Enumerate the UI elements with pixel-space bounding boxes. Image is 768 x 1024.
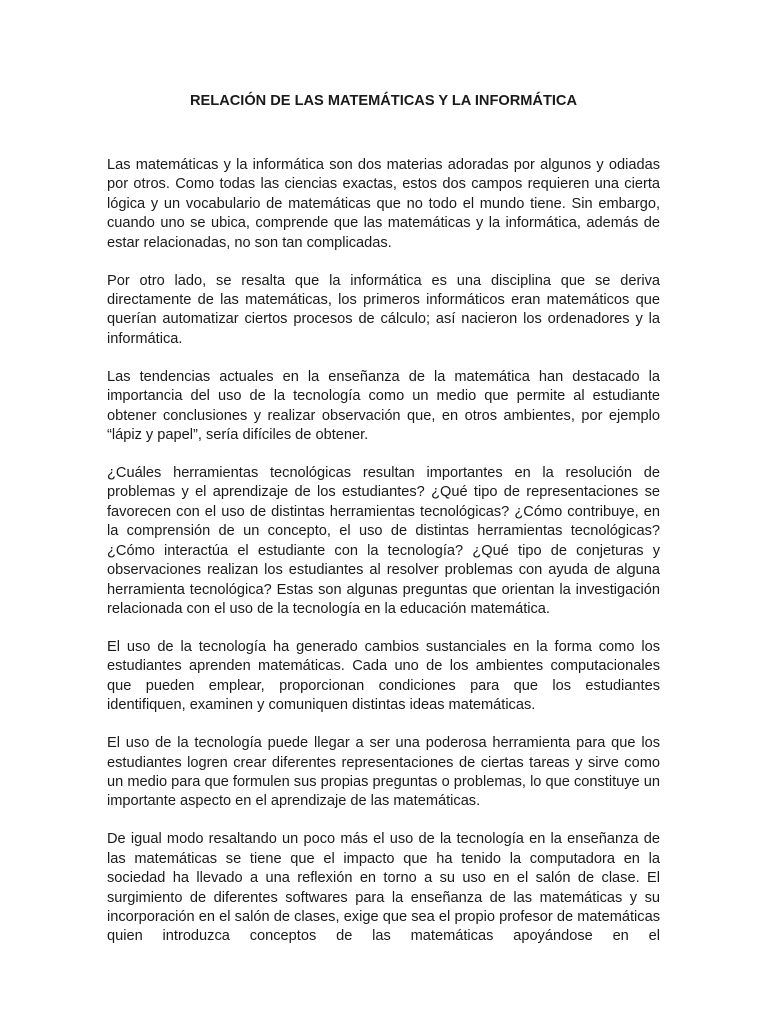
document-title: RELACIÓN DE LAS MATEMÁTICAS Y LA INFORMÁTICA: [190, 93, 577, 109]
paragraph-4: ¿Cuáles herramientas tecnológicas resultan importantes en la resolución de problemas y el aprendizaje de los estudiantes? ¿Qué tipo de representaciones se favorecen con el uso de distintas herramientas tecnológicas? ¿Cómo contribuye, en la comprensión de un concepto, el uso de distintas herramientas tecnológicas? ¿Cómo interactúa el estudiante con la tecnología? ¿Qué tipo de conjeturas y observaciones realizan los estudiantes al resolver problemas con ayuda de alguna herramienta tecnológica? Estas son algunas preguntas que orientan la investigación relacionada con el uso de la tecnología en la educación matemática.: [107, 465, 660, 617]
paragraph-6: El uso de la tecnología puede llegar a ser una poderosa herramienta para que los estudiantes logren crear diferentes representaciones de ciertas tareas y sirve como un medio para que formulen sus propias preguntas o problemas, lo que constituye un importante aspecto en el aprendizaje de las matemáticas.: [107, 735, 660, 810]
paragraph-1: Las matemáticas y la informática son dos materias adoradas por algunos y odiadas por otros. Como todas las ciencias exactas, estos dos campos requieren una cierta lógica y un vocabulario de matemáticas que no todo el mundo tiene. Sin embargo, cuando uno se ubica, comprende que las matemáticas y la informática, además de estar relacionadas, no son tan complicadas.: [107, 157, 660, 251]
paragraph-5: El uso de la tecnología ha generado cambios sustanciales en la forma como los estudiantes aprenden matemáticas. Cada uno de los ambientes computacionales que pueden emplear, proporcionan condiciones para que los estudiantes identifiquen, examinen y comuniquen distintas ideas matemáticas.: [107, 638, 660, 714]
document-page: [107, 0, 660, 965]
paragraph-7: De igual modo resaltando un poco más el uso de la tecnología en la enseñanza de las matemáticas se tiene que el impacto que ha tenido la computadora en la sociedad ha llevado a una reflexión en torno a su uso en el salón de clase. El surgimiento de diferentes softwares para la enseñanza de las matemáticas y su incorporación en el salón de clases, exige que sea el propio profesor de matemáticas quien introduzca conceptos de las matemáticas apoyándose en el: [107, 831, 660, 945]
paragraph-3: Las tendencias actuales en la enseñanza de la matemática han destacado la importancia del uso de la tecnología como un medio que permite al estudiante obtener conclusiones y realizar observación que, en otros ambientes, por ejemplo “lápiz y papel”, sería difíciles de obtener.: [107, 368, 660, 444]
paragraph-2: Por otro lado, se resalta que la informática es una disciplina que se deriva directamente de las matemáticas, los primeros informáticos eran matemáticos que querían automatizar ciertos procesos de cálculo; así nacieron los ordenadores y la informática.: [107, 272, 660, 347]
document-body: [107, 156, 660, 947]
